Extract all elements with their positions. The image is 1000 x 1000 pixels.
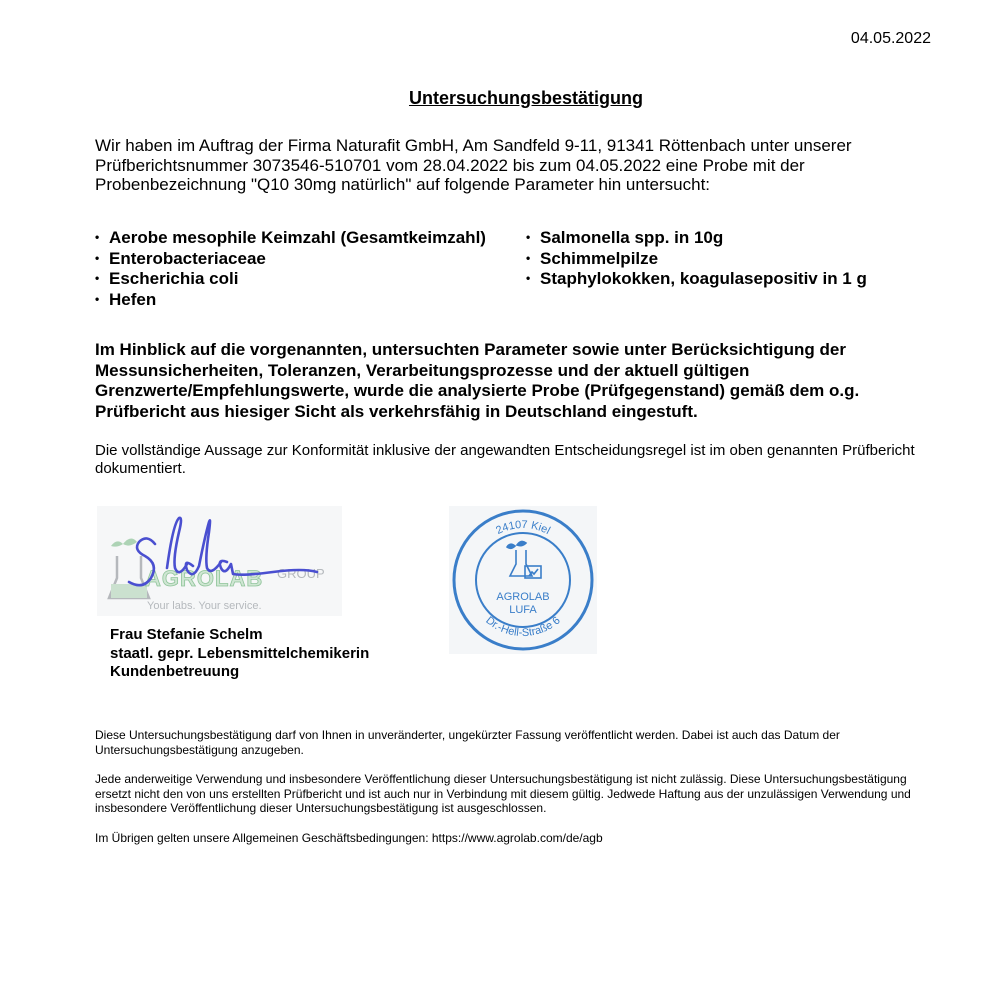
logo-group-text: GROUP [277,566,325,581]
stamp-center-line2: LUFA [509,604,537,616]
signatory-block [110,626,369,682]
footer-paragraph: Diese Untersuchungsbestätigung darf von Ihnen in unveränderter, ungekürzter Fassung veröffentlicht werden. Dabei ist auch das Datum der Untersuchungsbestätigung anzugeben. [95,728,840,757]
signature-logo-area [97,506,342,616]
parameter-item: • Salmonella spp. in 10g [526,228,867,249]
parameter-item: • Enterobacteriaceae [95,249,486,270]
document-date: 04.05.2022 [850,30,931,47]
parameter-item: • Aerobe mesophile Keimzahl (Gesamtkeimzahl) [95,228,486,249]
footer-paragraph: Jede anderweitige Verwendung und insbesondere Veröffentlichung dieser Untersuchungsbestätigung ist nicht zulässig. Diese Untersuchungsbestätigung ersetzt nicht den von uns erstellten Prüfbericht und ist auch nur in Verbindung mit diesem gültig. Jedwede Haftung aus der unzulässigen Verwendung und insbesondere Veröffentlichung dieser Untersuchungsbestätigung ist ausgeschlossen. [95,772,911,815]
stamp-top-text: 24107 Kiel [494,518,553,538]
parameter-item: • Staphylokokken, koagulasepositiv in 1 g [526,269,867,290]
logo-brand-text: AGROLAB [145,566,264,591]
intro-paragraph: Wir haben im Auftrag der Firma Naturafit GmbH, Am Sandfeld 9-11, 91341 Röttenbach unter unserer Prüfberichtsnummer 3073546-510701 vom 28.04.2022 bis zum 04.05.2022 eine Probe mit der Probenbezeichnung "Q10 30mg natürlich" auf folgende Parameter hin untersucht: [95,136,852,194]
stamp-center-line1: AGROLAB [496,591,550,603]
official-stamp [449,506,597,654]
footer-notes [95,728,940,860]
document-title: Untersuchungsbestätigung [408,88,643,108]
stamp-bottom-text: Dr.-Hell-Straße 6 [483,614,563,640]
parameter-item: • Schimmelpilze [526,249,867,270]
signatory-title: staatl. gepr. Lebensmittelchemikerin [110,644,370,662]
agrolab-logo [97,506,342,616]
signatory-department: Kundenbetreuung [110,663,240,680]
parameter-column-right [526,228,867,290]
conformity-paragraph: Die vollständige Aussage zur Konformität inklusive der angewandten Entscheidungsregel ist im oben genannten Prüfbericht dokumentiert. [95,442,915,477]
footer-terms-paragraph: Im Übrigen gelten unsere Allgemeinen Geschäftsbedingungen: https://www.agrolab.com/de/agb [95,830,603,845]
parameter-column-left [95,228,486,310]
parameter-item: • Hefen [95,290,486,311]
signatory-name: Frau Stefanie Schelm [110,626,263,643]
assessment-paragraph: Im Hinblick auf die vorgenannten, untersuchten Parameter sowie unter Berücksichtigung der Messunsicherheiten, Toleranzen, Verarbeitungsprozesse und der aktuell gültigen Grenzwerte/Empfehlungswerte, wurde die analysierte Probe (Prüfgegenstand) gemäß dem o.g. Prüfbericht aus hiesiger Sicht als verkehrsfähig in Deutschland eingestuft. [95,340,860,421]
logo-slogan-text: Your labs. Your service. [147,600,262,612]
parameter-item: • Escherichia coli [95,269,486,290]
